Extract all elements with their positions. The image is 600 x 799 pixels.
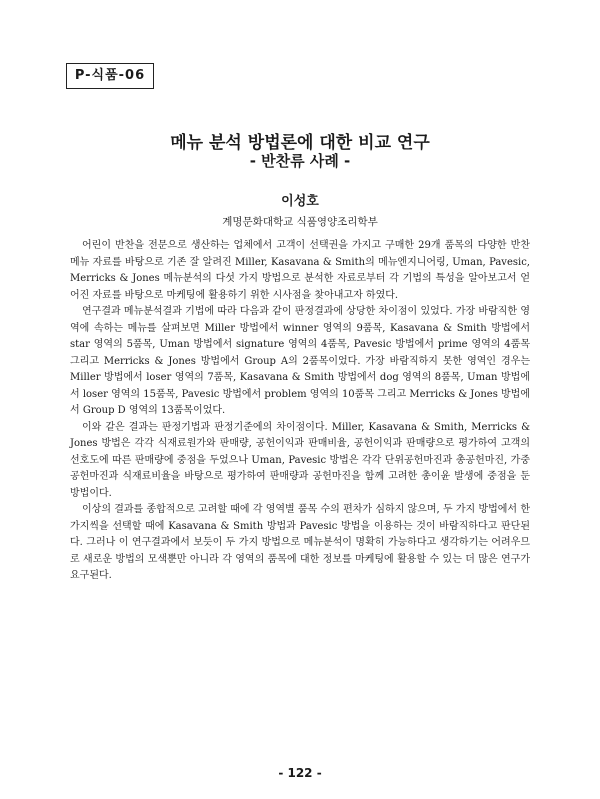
paragraph-2: 연구결과 메뉴분석결과 기법에 따라 다음과 같이 판정결과에 상당한 차이점이 있었다. 가장 바람직한 영역에 속하는 메뉴를 살펴보면 Miller 방법에서 winner 영역의 9품목, Kasavana & Smith 방법에서 star 영역의 5품목, Uman 방법에서 signature 영역의 4품목, Pavesic 방법에서 prime 영역의 4품목 그리고 Merricks & Jones 방법에서 Group A의 2품목이었다. 가장 바람직하지 못한 영역인 경우는 Miller 방법에서 loser 영역의 7품목, Kasavana & Smith 방법에서 dog 영역의 8품목, Uman 방법에서 loser 영역의 15품목, Pavesic 방법에서 problem 영역의 10품목 그리고 Merricks & Jones 방법에서 Group D 영역의 13품목이었다. bbox=[70, 306, 530, 416]
author-name: 이성호 bbox=[281, 194, 319, 209]
paragraph-4: 이상의 결과를 종합적으로 고려할 때에 각 영역별 품목 수의 편차가 심하지 않으며, 두 가지 방법에서 한 가지씩을 선택할 때에 Kasavana & Smith 방법과 Pavesic 방법을 이용하는 것이 바람직하다고 판단된다. 그러나 이 연구결과에서 보듯이 두 가지 방법으로 메뉴분석이 명확히 가능하다고 생각하기는 어려우므로 새로운 방법의 모색뿐만 아니라 각 영역의 품목에 대한 정보를 마케팅에 활용할 수 있는 더 많은 연구가 요구된다. bbox=[70, 504, 530, 581]
session-code-box: P-식품-06 bbox=[66, 63, 154, 89]
paper-title: 메뉴 분석 방법론에 대한 비교 연구 bbox=[170, 133, 430, 153]
abstract-body bbox=[70, 238, 530, 585]
author-affiliation: 계명문화대학교 식품영양조리학부 bbox=[222, 216, 378, 228]
paper-subtitle: - 반찬류 사례 - bbox=[249, 152, 351, 170]
paragraph-1: 어린이 반찬을 전문으로 생산하는 업체에서 고객이 선택권을 가지고 구매한 29개 품목의 다양한 반찬 메뉴 자료를 바탕으로 기존 잘 알려진 Miller, Kasavana & Smith의 메뉴엔지니어링, Uman, Pavesic, Merricks & Jones 메뉴분석의 다섯 가지 방법으로 분석한 자료로부터 각 기법의 특성을 알아보고서 얻어진 자료를 바탕으로 마케팅에 활용하기 위한 시사점을 찾아내고자 하였다. bbox=[70, 240, 530, 301]
page-number: - 122 - bbox=[278, 766, 322, 780]
paragraph-3: 이와 같은 결과는 판정기법과 판정기준에의 차이점이다. Miller, Kasavana & Smith, Merricks & Jones 방법은 각각 식재료원가와 판매량, 공헌이익과 판매비율, 공헌이익과 판매량으로 평가하여 고객의 선호도에 따른 판매량에 중점을 두었으나 Uman, Pavesic 방법은 각각 단위공헌마진과 총공헌마진, 가중공헌마진과 식재료비율을 바탕으로 평가하여 판매량과 공헌마진을 함께 고려한 총이윤 발생에 중점을 둔 방법이다. bbox=[70, 421, 530, 499]
